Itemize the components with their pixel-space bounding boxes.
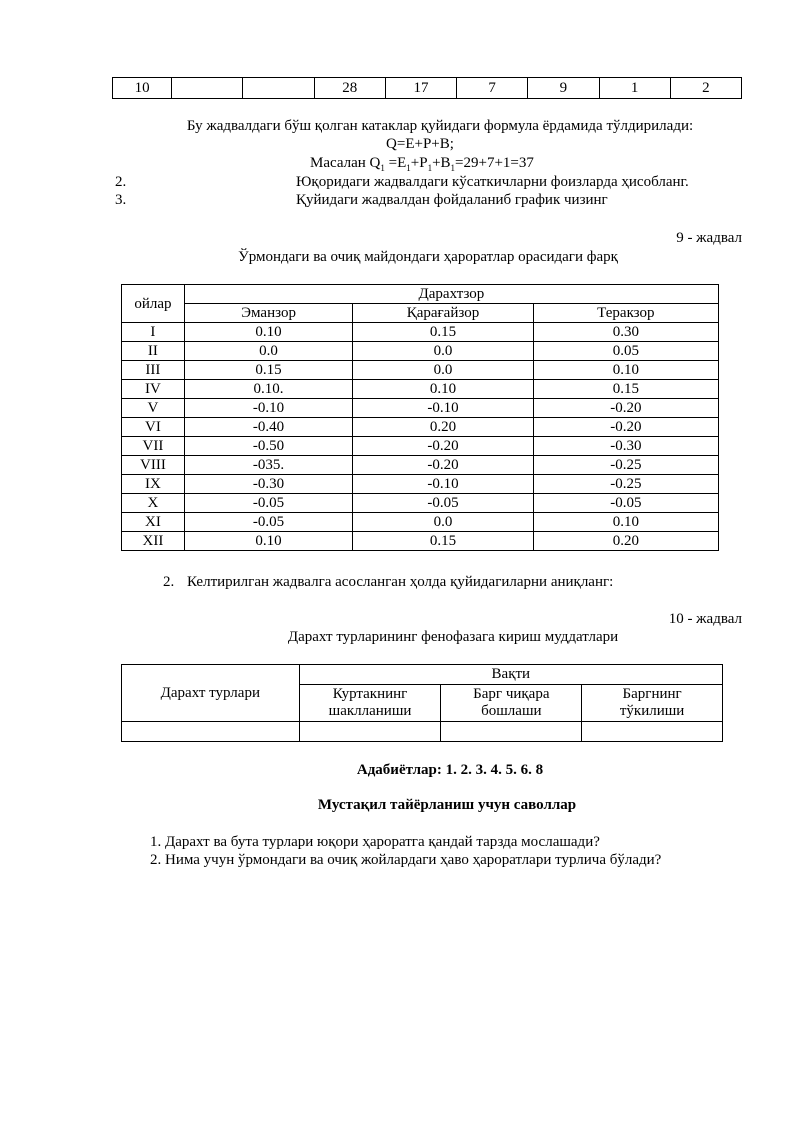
month-cell: XI [122,513,185,532]
table-row [122,494,719,513]
value-cell: -0.05 [353,494,533,513]
value-cell: -0.10 [353,475,533,494]
table-row [122,380,719,399]
value-cell: 0.15 [533,380,718,399]
value-cell: 0.0 [353,361,533,380]
empty-cell [299,722,441,742]
table-row [122,437,719,456]
table-cell: 10 [113,78,172,99]
table-cell: 2 [670,78,741,99]
table-cell [243,78,314,99]
column-header: Вақти [299,665,722,685]
value-cell: -035. [184,456,352,475]
column-header: Баргнинг тўкилиши [582,685,723,722]
literature-line: Адабиётлар: 1. 2. 3. 4. 5. 6. 8 [356,762,544,778]
month-cell: VIII [122,456,185,475]
month-cell: IX [122,475,185,494]
empty-cell [122,722,300,742]
table-cell [172,78,243,99]
table-cell: 17 [385,78,456,99]
table-cell: 7 [457,78,528,99]
column-header: Эманзор [184,304,352,323]
value-cell: 0.10 [533,361,718,380]
column-header: Дарахт турлари [122,665,300,722]
column-header: ойлар [122,285,185,323]
value-cell: -0.05 [533,494,718,513]
table-row [122,399,719,418]
table-cell: 9 [528,78,599,99]
intro-line: Бу жадвалдаги бўш қолган катаклар қуйидаги формула ёрдамида тўлдирилади: [186,118,694,134]
value-cell: -0.05 [184,494,352,513]
table-number-label: 9 - жадвал [676,230,742,246]
column-header: Дарахтзор [184,285,718,304]
table-row [122,532,719,551]
value-cell: 0.20 [353,418,533,437]
table-title: Дарахт турларининг фенофазага кириш муддатлари [287,629,619,645]
questions-heading: Мустақил тайёрланиш учун саволлар [317,797,577,813]
table-row [122,513,719,532]
phenophase-table [121,664,723,742]
previous-table-row [112,77,742,99]
value-cell: -0.25 [533,475,718,494]
table-row [122,418,719,437]
list-item-number: 2. [115,174,127,190]
month-cell: X [122,494,185,513]
column-header: Куртакнинг шаклланиши [299,685,441,722]
value-cell: -0.20 [533,399,718,418]
value-cell: -0.30 [184,475,352,494]
value-cell: 0.20 [533,532,718,551]
value-cell: 0.10 [184,532,352,551]
table-number-label: 10 - жадвал [668,611,742,627]
table-row [122,475,719,494]
empty-cell [441,722,582,742]
temperature-table [121,284,719,551]
formula: Q=E+P+B; [386,136,454,152]
table-title: Ўрмондаги ва очиқ майдондаги ҳароратлар орасидаги фарқ [238,249,618,265]
table-cell: 28 [314,78,385,99]
value-cell: 0.05 [533,342,718,361]
month-cell: VI [122,418,185,437]
value-cell: 0.0 [184,342,352,361]
value-cell: -0.10 [184,399,352,418]
value-cell: 0.0 [353,513,533,532]
value-cell: -0.20 [353,437,533,456]
month-cell: IV [122,380,185,399]
table-row [122,361,719,380]
table-cell: 1 [599,78,670,99]
value-cell: 0.10 [184,323,352,342]
question-item: 2. Нима учун ўрмондаги ва очиқ жойлардаги ҳаво ҳароратлари турлича бўлади? [150,852,662,868]
month-cell: XII [122,532,185,551]
value-cell: 0.0 [353,342,533,361]
value-cell: 0.15 [353,323,533,342]
column-header: Қарағайзор [353,304,533,323]
month-cell: II [122,342,185,361]
value-cell: -0.10 [353,399,533,418]
value-cell: -0.30 [533,437,718,456]
value-cell: 0.10 [353,380,533,399]
month-cell: VII [122,437,185,456]
value-cell: -0.25 [533,456,718,475]
value-cell: -0.05 [184,513,352,532]
formula-example: Масалан $Q_1 =E_1+P_1+B_1=29+7+1=37$ [310,155,534,173]
empty-cell [582,722,723,742]
month-cell: I [122,323,185,342]
task-text: Келтирилган жадвалга асосланган ҳолда қуйидагиларни аниқланг: [187,574,614,590]
list-item-text: Юқоридаги жадвалдаги кўсаткичларни фоизларда ҳисобланг. [296,174,689,190]
month-cell: V [122,399,185,418]
value-cell: -0.50 [184,437,352,456]
value-cell: 0.30 [533,323,718,342]
task-number: 2. [163,574,175,590]
month-cell: III [122,361,185,380]
value-cell: 0.10 [533,513,718,532]
table-row [122,342,719,361]
value-cell: 0.15 [353,532,533,551]
value-cell: -0.40 [184,418,352,437]
list-item-text: Қуйидаги жадвалдан фойдаланиб график чизинг [296,192,608,208]
table-row [122,456,719,475]
table-row [122,323,719,342]
column-header: Барг чиқара бошлаши [441,685,582,722]
list-item-number: 3. [115,192,127,208]
value-cell: -0.20 [533,418,718,437]
value-cell: 0.15 [184,361,352,380]
value-cell: 0.10. [184,380,352,399]
column-header: Теракзор [533,304,718,323]
question-item: 1. Дарахт ва бута турлари юқори ҳароратга қандай тарзда мослашади? [150,834,600,850]
value-cell: -0.20 [353,456,533,475]
